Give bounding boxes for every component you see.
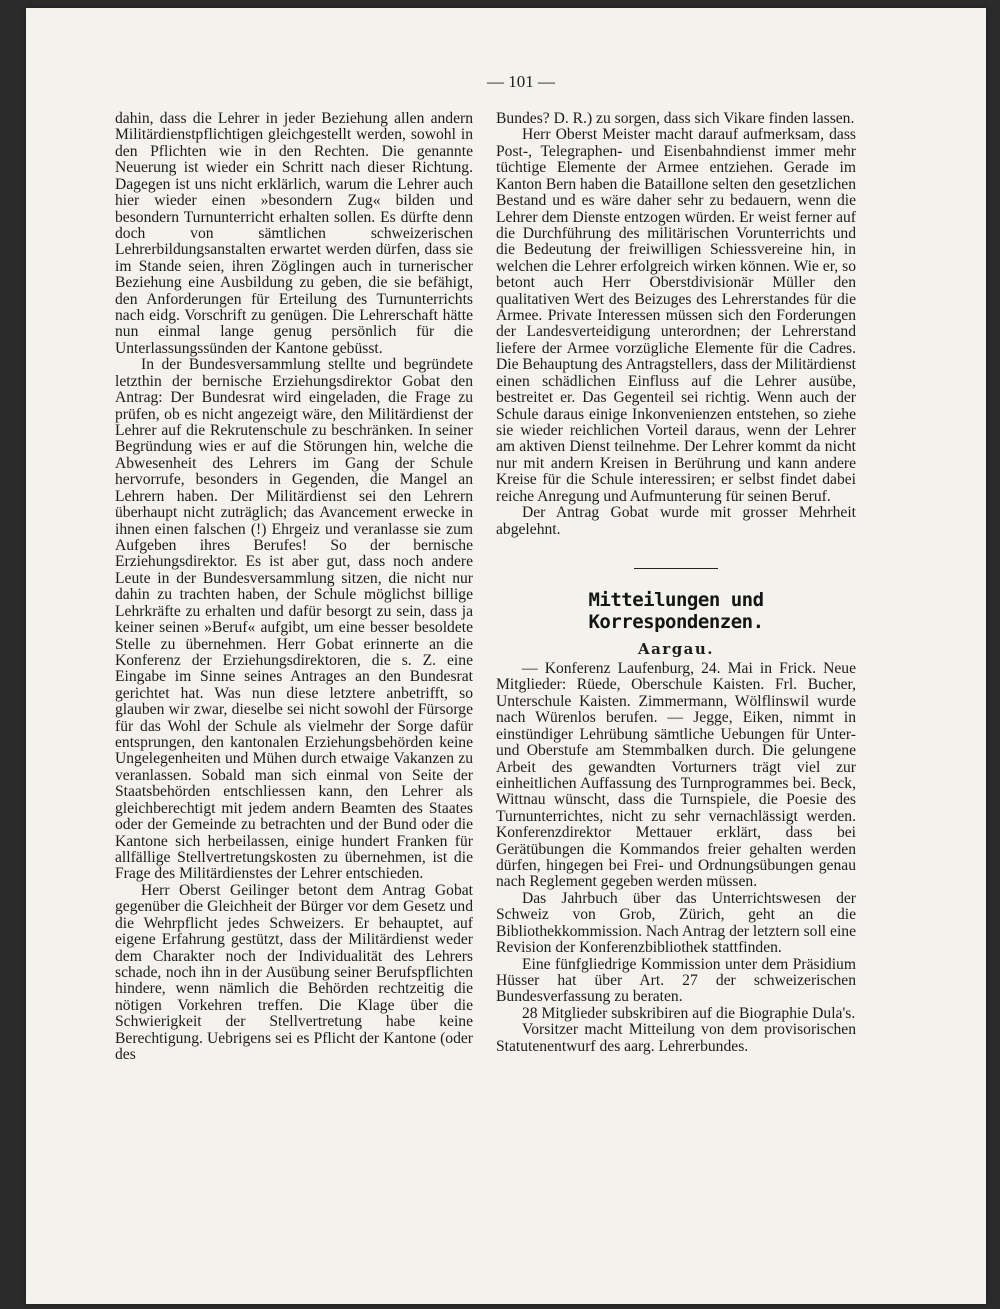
left-column bbox=[115, 111, 473, 1063]
paragraph: Vorsitzer macht Mitteilung von dem provisorischen Statutenentwurf des aarg. Lehrerbundes. bbox=[496, 1021, 856, 1055]
paragraph: Bundes? D. R.) zu sorgen, dass sich Vikare finden lassen. bbox=[496, 110, 855, 127]
paragraph: Das Jahrbuch über das Unterrichtswesen der Schweiz von Grob, Zürich, geht an die Bibliothekkommission. Nach Antrag der letztern soll eine Revision der Konferenzbibliothek stattfinden. bbox=[496, 889, 856, 957]
newspaper-page bbox=[26, 8, 986, 1304]
page-number: — 101 — bbox=[487, 72, 555, 91]
paragraph: Der Antrag Gobat wurde mit grosser Mehrheit abgelehnt. bbox=[496, 504, 856, 538]
paragraph: In der Bundesversammlung stellte und begründete letzthin der bernische Erziehungsdirektor Gobat den Antrag: Der Bundesrat wird eingeladen, die Frage zu prüfen, ob es nicht angezeigt wäre, den Militärdienst der Lehrer auf die Rekrutenschule zu beschränken. In seiner Begründung wies er auf die Störungen hin, welche die Abwesenheit des Lehrers im Gang der Schule hervorrufe, besonders in Gegenden, die Mangel an Lehrern haben. Der Militärdienst sei den Lehrern überhaupt nicht zuträglich; das Avancement erwecke in ihnen einen falschen (!) Ehrgeiz und veranlasse sie zum Aufgeben ihres Berufes! So der bernische Erziehungsdirektor. Es ist aber gut, dass noch andere Leute in der Bundesversammlung sitzen, die nicht nur dahin zu trachten haben, der Schule möglichst billige Lehrkräfte zu erhalten und dafür besorgt zu sein, dass ja keiner seinen »Beruf« aufgibt, um eine besser besoldete Stelle zu übernehmen. Herr Gobat erinnerte an die Konferenz der Erziehungsdirektoren, die s. Z. eine Eingabe im Sinne seines Antrages an den Bundesrat gerichtet hat. Was nun diese letztere anbetrifft, so glauben wir zwar, dieselbe sei nicht sowohl der Fürsorge für das Wohl der Schule als vielmehr der Sorge dafür entsprungen, den kantonalen Erziehungsbehörden keine Ungelegenheiten und Mühen durch etwaige Vakanzen zu veranlassen. Sobald man sich einmal von Seite der Staatsbehörden entschliessen kann, den Lehrer als gleichberechtigt mit jedem andern Beamten des Staates oder der Gemeinde zu betrachten und der Bund oder die Kantone sich herbeilassen, einige hundert Franken für allfällige Stellvertretungskosten zu übernehmen, ist die Frage des Militärdienstes der Lehrer entschieden. bbox=[115, 356, 473, 883]
paragraph: 28 Mitglieder subskribiren auf die Biographie Dula's. bbox=[522, 1004, 856, 1022]
section-subheading: Aargau. bbox=[637, 639, 715, 658]
right-column bbox=[496, 111, 856, 1055]
section-divider bbox=[634, 568, 718, 569]
paragraph: Herr Oberst Geilinger betont dem Antrag Gobat gegenüber die Gleichheit der Bürger vor dem Gesetz und die Wehrpflicht jedes Schweizers. Er behauptet, auf eigene Erfahrung gestützt, dass der Militärdienst weder dem Charakter noch der Individualität des Lehrers schade, noch ihn in der Ausübung seiner Berufspflichten hindere, wenn nämlich die Behörden rechtzeitig die nötigen Vorkehren treffen. Die Klage über die Schwierigkeit der Stellvertretung habe keine Berechtigung. Uebrigens sei es Pflicht der Kantone (oder des bbox=[115, 881, 473, 1064]
paragraph: dahin, dass die Lehrer in jeder Beziehung allen andern Militärdienstpflichtigen gleichgestellt werden, sowohl in den Pflichten wie in den Rechten. Die genannte Neuerung ist wieder ein Schritt nach dieser Richtung. Dagegen ist uns nicht erklärlich, warum die Lehrer auch hier wieder einen »besondern Zug« bilden und besondern Turnunterricht erhalten sollen. Es dürfte denn doch von sämtlichen schweizerischen Lehrerbildungsanstalten erwartet werden dürfen, dass sie im Stande seien, ihren Zöglingen auch in turnerischer Beziehung eine Ausbildung zu geben, die sie befähigt, den Anforderungen für Erteilung des Turnunterrichts nach eidg. Vorschrift zu genügen. Die Lehrerschaft hätte nun einmal lange genug persönlich für die Unterlassungssünden der Kantone gebüsst. bbox=[115, 110, 473, 357]
paragraph: Herr Oberst Meister macht darauf aufmerksam, dass Post-, Telegraphen- und Eisenbahndienst immer mehr tüchtige Elemente der Armee entziehen. Gerade im Kanton Bern haben die Bataillone selten den gesetzlichen Bestand und es wäre daher sehr zu bedauern, wenn die Lehrer dem Dienste entzogen würden. Er weist ferner auf die Durchführung des militärischen Vorunterrichts und die Bedeutung der freiwilligen Schiessvereine hin, in welchen die Lehrer erfolgreich wirken können. Wie er, so betont auch Herr Oberstdivisionär Müller den qualitativen Wert des Beizuges des Lehrerstandes für die Armee. Private Interessen müssen sich den Forderungen der Landesverteidigung unterordnen; der Lehrerstand liefere der Armee vorzügliche Elemente für die Cadres. Die Behauptung des Antragstellers, dass der Militärdienst einen schädlichen Einfluss auf die Lehrer ausübe, bestreitet er. Das Gegenteil sei richtig. Wenn auch der Schule daraus einige Inkonvenienzen entstehen, so ziehe sie wieder reichlichen Vorteil daraus, wenn der Lehrer am aktiven Dienst teilnehme. Der Lehrer kommt da nicht nur mit andern Kreisen in Berührung und kann andere Kreise für die Schule interessiren; er selbst findet dabei reiche Anregung und Aufmunterung für seinen Beruf. bbox=[496, 126, 856, 505]
section-heading: Mitteilungen und Korrespondenzen. bbox=[588, 588, 764, 633]
paragraph: Eine fünfgliedrige Kommission unter dem Präsidium Hüsser hat über Art. 27 der schweizerischen Bundesverfassung zu beraten. bbox=[496, 955, 856, 1006]
paragraph: — Konferenz Laufenburg, 24. Mai in Frick. Neue Mitglieder: Rüede, Oberschule Kaisten. Frl. Bucher, Unterschule Kaisten. Zimmermann, Wölflinswil wurde nach Würenlos berufen. — Jegge, Eiken, nimmt in einstündiger Lehrübung sämtliche Uebungen für Unter- und Oberstufe am Stemmbalken durch. Die gelungene Arbeit des gewandten Vorturners trägt viel zur einheitlichen Auffassung des Turnprogrammes bei. Beck, Wittnau wünscht, dass die Turnspiele, die Poesie des Turnunterrichtes, nicht zu sehr vernachlässigt werden. Konferenzdirektor Mettauer erklärt, dass bei Gerätübungen die Kommandos freier gehalten werden dürfen, hingegen bei Frei- und Ordnungsübungen genau nach Reglement gegeben werden müssen. bbox=[496, 659, 856, 891]
